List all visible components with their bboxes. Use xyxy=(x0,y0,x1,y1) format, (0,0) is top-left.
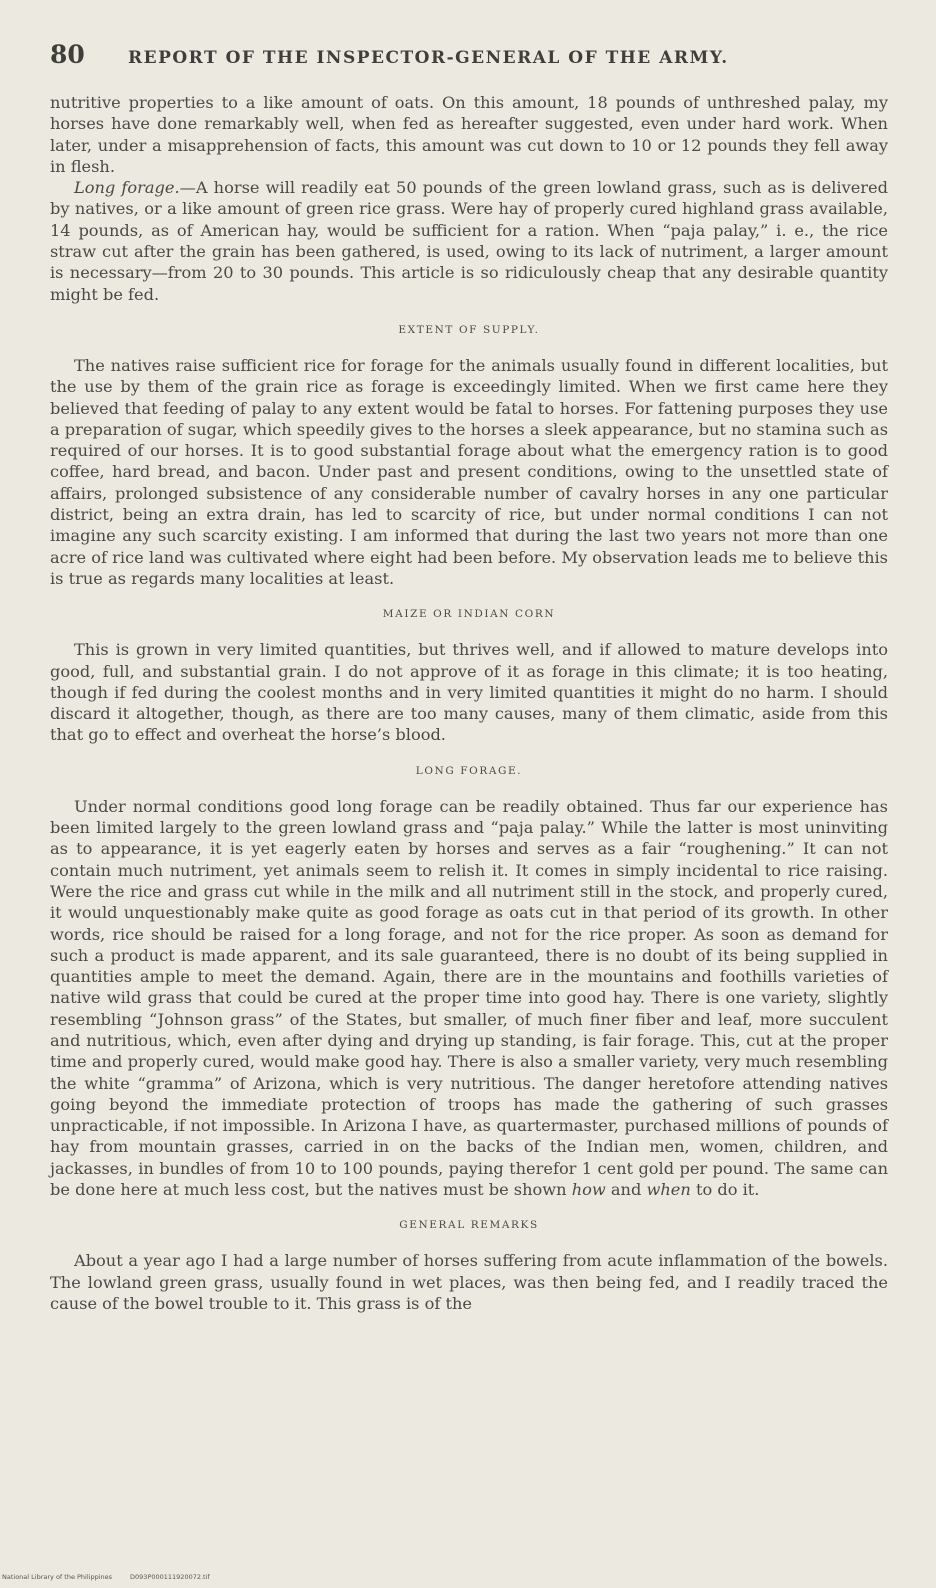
paragraph-2-text: —A horse will readily eat 50 pounds of the green lowland grass, such as is delivered by natives, or a like amount of green rice grass. Were hay of properly cured highland grass available, 14 pounds, as of American hay, would be sufficient for a ration. When “paja palay,” i. e., the rice straw cut after the grain has been gathered, is used, owing to its lack of nutriment, a larger amount is necessary—from 20 to 30 pounds. This article is so ridiculously cheap that any desirable quantity might be fed. xyxy=(50,178,888,304)
section-heading-general-remarks: GENERAL REMARKS xyxy=(399,1219,539,1232)
paragraph-long-forage-text: Under normal conditions good long forage can be readily obtained. Thus far our experience has been limited largely to the green lowland grass and “paja palay.” While the latter is most uninviting as to appearance, it is yet eagerly eaten by horses and serves as a fair “roughening.” It can not contain much nutriment, yet animals seem to relish it. It comes in simply incidental to rice raising. Were the rice and grass cut while in the milk and all nutriment still in the stock, and properly cured, it would unquestionably make quite as good forage as oats cut in that period of its growth. In other words, rice should be raised for a long forage, and not for the rice proper. As soon as demand for such a product is made apparent, and its sale guaranteed, there is no doubt of its being supplied in quantities ample to meet the demand. Again, there are in the mountains and foothills varieties of native wild grass that could be cured at the proper time into good hay. There is one variety, slightly resembling “Johnson grass” of the States, but smaller, of much finer fiber and leaf, more succulent and nutritious, which, even after dying and drying up standing, is fair forage. This, cut at the proper time and properly cured, would make good hay. There is also a smaller variety, very much resembling the white “gramma” of Arizona, which is very nutritious. The danger heretofore attending natives going beyond the immediate protection of troops has made the gathering of such grasses unpracticable, if not impossible. In Arizona I have, as quartermaster, purchased millions of pounds of hay from mountain grasses, carried in on the backs of the Indian men, women, children, and jackasses, in bundles of from 10 to 100 pounds, paying therefor 1 cent gold per pound. The same can be done here at much less cost, but the natives must be shown xyxy=(50,796,888,1200)
page-number: 80 xyxy=(50,40,85,69)
page-header xyxy=(50,40,890,76)
emphasis-how: how xyxy=(571,1180,606,1200)
section-heading-long-forage: LONG FORAGE. xyxy=(415,764,523,777)
run-in-heading: Long forage. xyxy=(74,178,180,198)
section-heading-maize: MAIZE OR INDIAN CORN xyxy=(382,608,556,621)
library-credit: National Library of the Philippines xyxy=(2,1573,113,1581)
paragraph-extent-of-supply: The natives raise sufficient rice for forage for the animals usually found in different localities, but the use by them of the grain rice as forage is exceedingly limited. When we first came here they believed that feeding of palay to any extent would be fatal to horses. For fattening purposes they use a preparation of sugar, which speedily gives to the horses a sleek appearance, but no stamina such as required of our horses. It is to good substantial forage about what the emergency ration is to good coffee, hard bread, and bacon. Under past and present conditions, owing to the unsettled state of affairs, prolonged subsistence of any considerable number of cavalry horses in any one particular district, being an extra drain, has led to scarcity of rice, but under normal conditions I can not imagine any such scarcity existing. I am informed that during the last two years not more than one acre of rice land was cultivated where eight had been before. My observation leads me to believe this is true as regards many localities at least. xyxy=(50,355,888,588)
text-and: and xyxy=(605,1180,647,1200)
section-heading-extent-of-supply: EXTENT OF SUPPLY. xyxy=(398,323,540,336)
paragraph-1: nutritive properties to a like amount of oats. On this amount, 18 pounds of unthreshed palay, my horses have done remarkably well, when fed as hereafter suggested, even under hard work. When later, under a misapprehension of facts, this amount was cut down to 10 or 12 pounds they fell away in flesh. xyxy=(50,93,888,176)
emphasis-when: when xyxy=(646,1180,691,1200)
paragraph-long-forage xyxy=(50,177,888,305)
paragraph-general-remarks: About a year ago I had a large number of horses suffering from acute inflammation of the bowels. The lowland green grass, usually found in wet places, was then being fed, and I readily traced the cause of the bowel trouble to it. This grass is of the xyxy=(50,1251,888,1313)
file-id: D093P000111920072.tif xyxy=(130,1573,210,1581)
scan-footer xyxy=(2,1573,210,1581)
paragraph-maize: This is grown in very limited quantities, but thrives well, and if allowed to mature develops into good, full, and substantial grain. I do not approve of it as forage in this climate; it is too heating, though if fed during the coolest months and in very limited quantities it might do no harm. I should discard it altogether, though, as there are too many causes, many of them climatic, aside from this that go to effect and overheat the horse’s blood. xyxy=(50,640,888,745)
paragraph-end: to do it. xyxy=(690,1180,760,1200)
body-text xyxy=(50,92,888,1314)
paragraph-long-forage-section xyxy=(50,796,888,1201)
running-title: REPORT OF THE INSPECTOR-GENERAL OF THE ARMY. xyxy=(128,48,729,68)
